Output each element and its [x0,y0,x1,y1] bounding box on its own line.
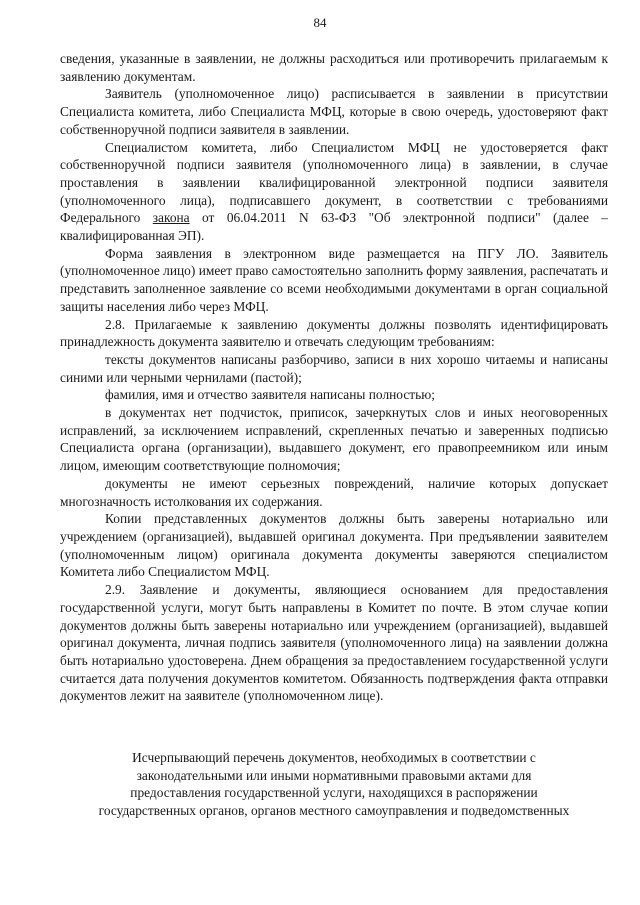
heading-line: законодательными или иными нормативными правовыми актами для [136,767,532,783]
requirement-item: в документах нет подчисток, приписок, зачеркнутых слов и иных неоговоренных исправлений, за исключением исправлений, скрепленных печатью и заверенных подписью Специалиста органа (организации), выдавшего документ, его правопреемником или иным лицом, имеющим соответствующие полномочия; [60,405,608,474]
page-number: 84 [313,15,327,30]
requirement-item: документы не имеют серьезных повреждений, наличие которых допускает многозначность истолкования их содержания. [60,475,608,509]
heading-line: государственных органов, органов местного самоуправления и подведомственных [98,803,570,819]
paragraph-section-2-8: 2.8. Прилагаемые к заявлению документы должны позволять идентифицировать принадлежность документа заявителю и отвечать следующим требованиям: [60,316,608,350]
requirement-item: тексты документов написаны разборчиво, записи в них хорошо читаемы и написаны синими или черными чернилами (пастой); [60,351,608,385]
heading-line: предоставления государственной услуги, находящихся в распоряжении [130,785,538,801]
paragraph-text: Специалистом комитета, либо Специалистом МФЦ не удостоверяется факт собственноручной подписи заявителя (уполномоченного лица) в заявлении, в случае проставления в заявлении квалифицированной электронной подписи заявителя (уполномоченного лица), подписавшего документ, в соответствии с требованиями Федерального [60,139,608,226]
paragraph-section-2-9: 2.9. Заявление и документы, являющиеся основанием для предоставления государственной услуги, могут быть направлены в Комитет по почте. В этом случае копии документов должны быть заверены нотариально или учреждением (организацией), выдавшей оригинал документа, личная подпись заявителя (уполномоченного лица) на заявлении должна быть нотариально удостоверена. Днем обращения за предоставлением государственной услуги считается дата получения документов комитетом. Обязанность подтверждения факта отправки документов лежит на заявителе (уполномоченном лице). [60,582,608,704]
paragraph-applicant-signature: Заявитель (уполномоченное лицо) расписывается в заявлении в присутствии Специалиста комитета, либо Специалиста МФЦ, которые в свою очередь, удостоверяют факт собственноручной подписи заявителя в заявлении. [60,86,608,137]
paragraph-electronic-signature [60,139,608,245]
paragraph-copies-certification: Копии представленных документов должны быть заверены нотариально или учреждением (организацией), выдавшей оригинал документа. При предъявлении заявителем (уполномоченным лицом) оригинала документа документы заверяются специалистом Комитета либо Специалистом МФЦ. [60,511,608,580]
section-heading [60,749,608,820]
paragraph-continuation: сведения, указанные в заявлении, не должны расходиться или противоречить прилагаемым к заявлению документам. [60,51,608,84]
requirement-item: фамилия, имя и отчество заявителя написаны полностью; [105,387,435,403]
document-body [60,50,608,705]
paragraph-electronic-form: Форма заявления в электронном виде размещается на ПГУ ЛО. Заявитель (уполномоченное лицо) имеет право самостоятельно заполнить форму заявления, распечатать и представить заполненное заявление со всеми необходимыми документами в орган социальной защиты населения либо через МФЦ. [60,245,608,314]
heading-line: Исчерпывающий перечень документов, необходимых в соответствии с [132,750,536,765]
paragraph-text: от 06.04.2011 N 63-ФЗ "Об электронной подписи" (далее – квалифицированная ЭП). [60,210,608,244]
law-link[interactable]: закона [152,210,190,226]
